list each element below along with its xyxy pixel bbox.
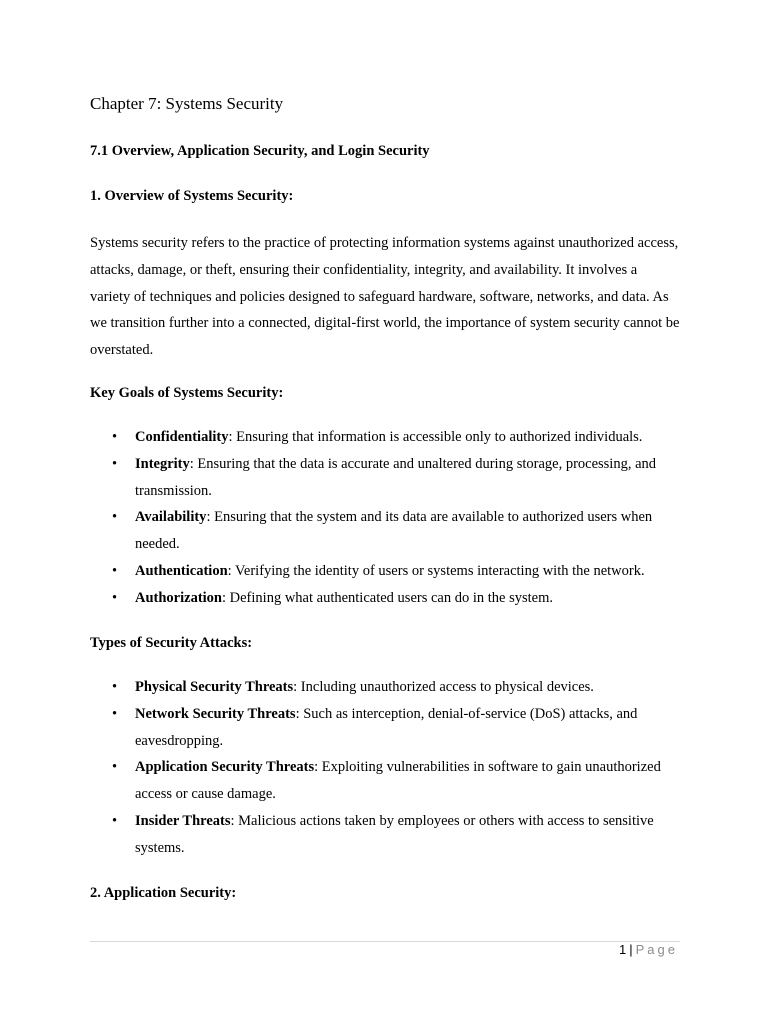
attack-description: : Exploiting vulnerabilities in software to gain unauthorized access or cause damage. (135, 759, 661, 803)
attacks-list (90, 674, 680, 862)
bullet-icon: • (112, 679, 118, 695)
goal-description: : Defining what authenticated users can do in the system. (222, 589, 553, 606)
bullet-icon: • (112, 812, 118, 829)
goal-term: Authentication (135, 562, 228, 579)
section-title: 7.1 Overview, Application Security, and Login Security (90, 143, 430, 159)
list-item (90, 504, 680, 558)
list-item (90, 754, 680, 808)
list-item (90, 808, 680, 862)
goal-term: Availability (135, 509, 207, 526)
page-footer (619, 942, 678, 957)
attacks-heading: Types of Security Attacks: (90, 635, 253, 651)
list-item (90, 585, 680, 612)
overview-heading: 1. Overview of Systems Security: (90, 188, 294, 204)
bullet-icon: • (112, 705, 118, 722)
goal-description: : Ensuring that the system and its data are available to authorized users when needed. (135, 509, 653, 553)
attack-description: : Malicious actions taken by employees or others with access to sensitive systems. (135, 812, 654, 856)
attack-term: Network Security Threats (135, 705, 296, 722)
bullet-icon: • (112, 429, 118, 445)
footer-divider (90, 941, 680, 942)
list-item (90, 674, 680, 701)
goals-list (90, 424, 680, 612)
list-item (90, 451, 680, 505)
attack-description: : Including unauthorized access to physical devices. (293, 679, 594, 695)
chapter-title: Chapter 7: Systems Security (90, 94, 284, 113)
goal-term: Authorization (135, 589, 222, 606)
attack-term: Insider Threats (135, 812, 231, 829)
list-item (90, 701, 680, 755)
overview-paragraph: Systems security refers to the practice of protecting information systems against unauthorized access, attacks, damage, or theft, ensuring their confidentiality, integrity, and availability. It involves a variety of techniques and policies designed to safeguard hardware, software, networks, and data. As we transition further into a connected, digital-first world, the importance of system security cannot be overstated. (90, 235, 680, 359)
goal-description: : Verifying the identity of users or systems interacting with the network. (227, 562, 645, 579)
bullet-icon: • (112, 509, 118, 526)
attack-description: : Such as interception, denial-of-service (DoS) attacks, and eavesdropping. (135, 705, 638, 749)
goals-heading: Key Goals of Systems Security: (90, 385, 284, 401)
goal-term: Confidentiality (135, 429, 229, 445)
page-label: Page (635, 942, 678, 957)
goal-description: : Ensuring that information is accessible only to authorized individuals. (228, 429, 643, 445)
app-security-heading: 2. Application Security: (90, 885, 237, 901)
bullet-icon: • (112, 589, 118, 606)
bullet-icon: • (112, 562, 118, 579)
page-number: 1 (619, 942, 627, 957)
footer-separator: | (629, 942, 633, 957)
bullet-icon: • (112, 759, 118, 776)
goal-term: Integrity (135, 455, 190, 472)
list-item (90, 558, 680, 585)
list-item (90, 424, 680, 451)
attack-term: Application Security Threats (135, 759, 315, 776)
goal-description: : Ensuring that the data is accurate and unaltered during storage, processing, and transmission. (135, 455, 657, 499)
attack-term: Physical Security Threats (135, 679, 294, 695)
bullet-icon: • (112, 455, 118, 472)
